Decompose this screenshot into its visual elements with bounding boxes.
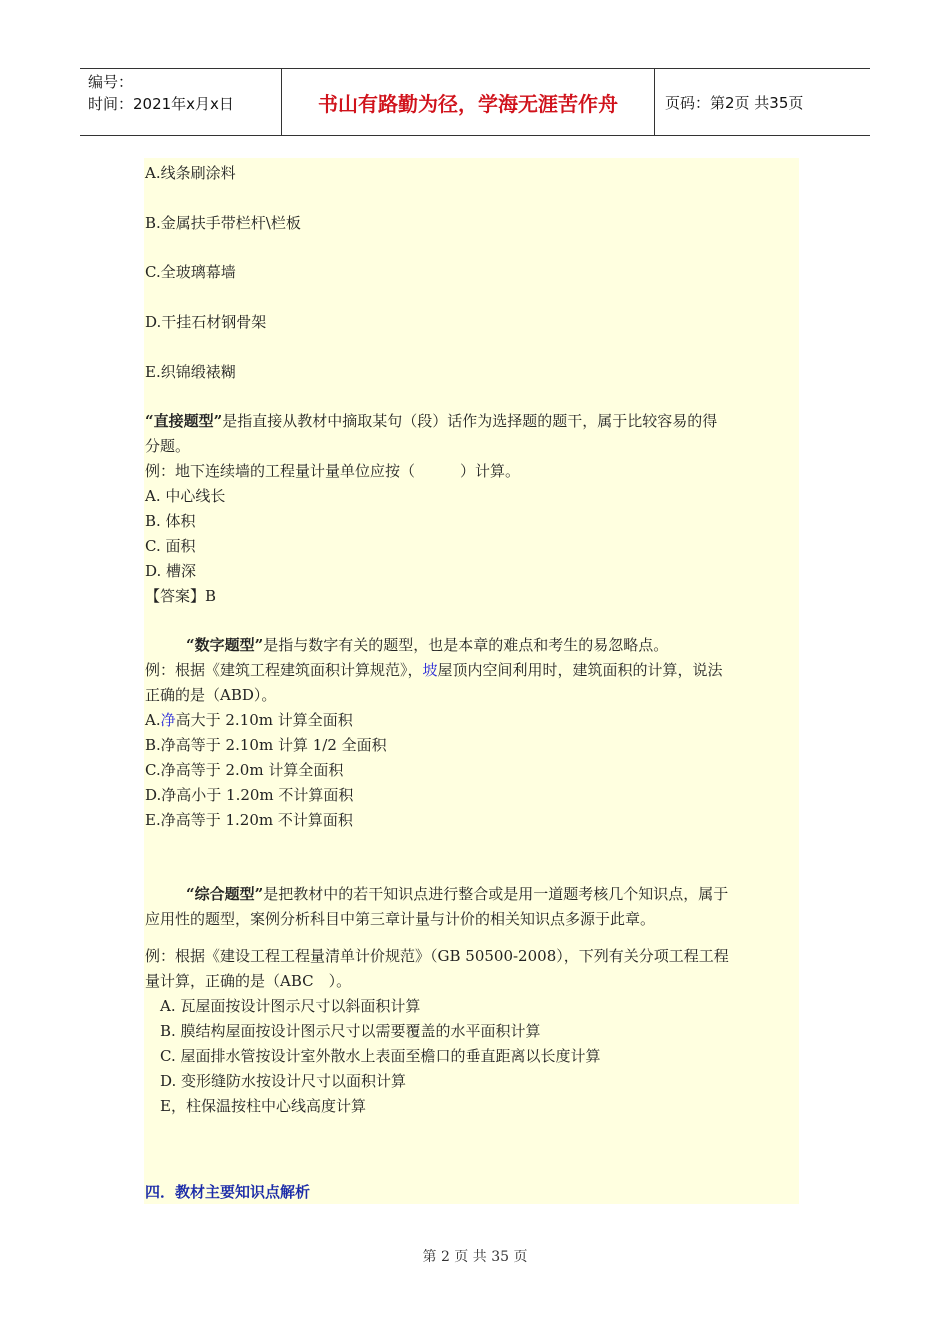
list-item: A.线条刷涂料 [145,164,236,182]
number-label: 编号： [88,73,134,91]
direct-question: 例：地下连续墙的工程量计量单位应按（ ）计算。 [145,462,521,480]
option-text: 高大于 2.10m 计算全面积 [175,711,353,729]
direct-desc-2: 分题。 [145,437,191,455]
option: B. 膜结构屋面按设计图示尺寸以需要覆盖的水平面积计算 [160,1022,541,1040]
composite-description [186,884,728,904]
composite-desc-2: 应用性的题型，案例分析科目中第三章计量与计价的相关知识点多源于此章。 [145,910,656,928]
numeric-question-2: 正确的是（ABD）。 [145,686,277,704]
direct-description [145,411,717,431]
header-motto: 书山有路勤为径，学海无涯苦作舟 [282,69,655,135]
list-item: C.全玻璃幕墙 [145,263,236,281]
numeric-question [145,660,723,680]
composite-question-2: 量计算，正确的是（ABC ）。 [145,972,352,990]
option: B.净高等于 2.10m 计算 1/2 全面积 [145,736,387,754]
numeric-description [186,635,668,655]
direct-answer: 【答案】B [145,587,217,605]
option: D. 变形缝防水按设计尺寸以面积计算 [160,1072,407,1090]
list-item: E.织锦缎裱糊 [145,363,236,381]
composite-question: 例：根据《建设工程工程量清单计价规范》（GB 50500-2008），下列有关分项工程工程 [145,947,729,965]
option-highlight: 净 [160,711,176,729]
option: C. 面积 [145,537,196,555]
option: E，柱保温按柱中心线高度计算 [160,1097,366,1115]
page-header [80,68,870,136]
option: A. 瓦屋面按设计图示尺寸以斜面积计算 [160,997,421,1015]
composite-desc-1: 是把教材中的若干知识点进行整合或是用一道题考核几个知识点，属于 [263,885,729,903]
option: B. 体积 [145,512,196,530]
option [145,710,353,730]
option: C. 屋面排水管按设计室外散水上表面至檐口的垂直距离以长度计算 [160,1047,601,1065]
header-meta [80,69,282,135]
question-highlight: 坡 [422,661,438,679]
list-item: D.干挂石材钢骨架 [145,313,267,331]
header-page-info: 页码：第2页 共35页 [665,93,804,112]
list-item: B.金属扶手带栏杆\栏板 [145,214,301,232]
option: E.净高等于 1.20m 不计算面积 [145,811,353,829]
option: A. 中心线长 [145,487,226,505]
direct-desc-1: 是指直接从教材中摘取某句（段）话作为选择题的题干，属于比较容易的得 [222,412,718,430]
option: D.净高小于 1.20m 不计算面积 [145,786,354,804]
numeric-desc: 是指与数字有关的题型，也是本章的难点和考生的易忽略点。 [263,636,669,654]
section-title: 四．教材主要知识点解析 [145,1183,311,1201]
option: D. 槽深 [145,562,197,580]
question-text: 屋顶内空间利用时，建筑面积的计算，说法 [437,661,723,679]
composite-term: “综合题型” [186,885,264,903]
page-footer: 第 2 页 共 35 页 [422,1249,528,1265]
numeric-term: “数字题型” [186,636,264,654]
question-text: 例：根据《建筑工程建筑面积计算规范》， [145,661,423,679]
direct-term: “直接题型” [145,412,223,430]
date-label: 时间：2021年x月x日 [88,95,234,113]
option-prefix: A. [145,711,161,729]
option: C.净高等于 2.0m 计算全面积 [145,761,344,779]
